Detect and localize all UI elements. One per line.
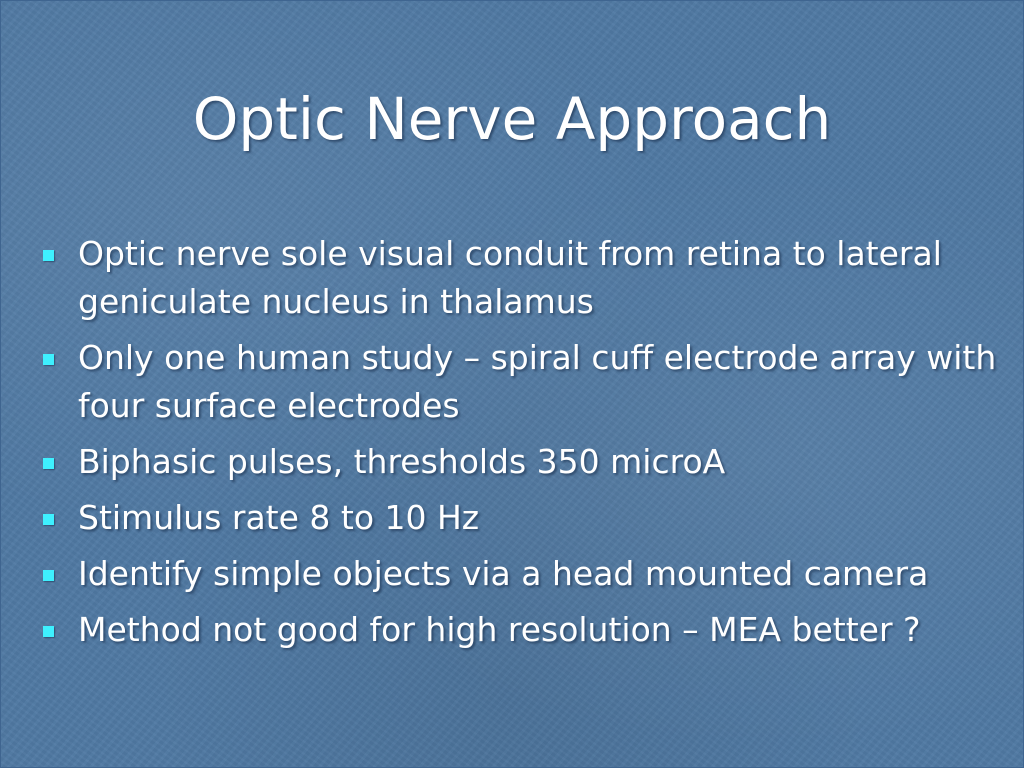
bullet-item: [40, 230, 1000, 326]
square-bullet-icon: [43, 354, 54, 365]
bullet-item: [40, 494, 1000, 542]
slide-title: Optic Nerve Approach: [192, 85, 832, 153]
bullet-text: Identify simple objects via a head mounted camera: [78, 554, 929, 593]
bullet-text: Biphasic pulses, thresholds 350 microA: [78, 442, 726, 481]
bullet-list: [40, 230, 1000, 662]
square-bullet-icon: [43, 626, 54, 637]
bullet-item: [40, 550, 1000, 598]
square-bullet-icon: [43, 458, 54, 469]
bullet-text: Stimulus rate 8 to 10 Hz: [78, 498, 480, 537]
bullet-item: [40, 606, 1000, 654]
bullet-text: Only one human study – spiral cuff electrode array with four surface electrodes: [78, 338, 997, 425]
bullet-item: [40, 334, 1000, 430]
square-bullet-icon: [43, 514, 54, 525]
bullet-text: Optic nerve sole visual conduit from retina to lateral geniculate nucleus in thalamus: [78, 234, 942, 321]
bullet-item: [40, 438, 1000, 486]
square-bullet-icon: [43, 570, 54, 581]
bullet-text: Method not good for high resolution – MEA better ?: [78, 610, 921, 649]
square-bullet-icon: [43, 250, 54, 261]
